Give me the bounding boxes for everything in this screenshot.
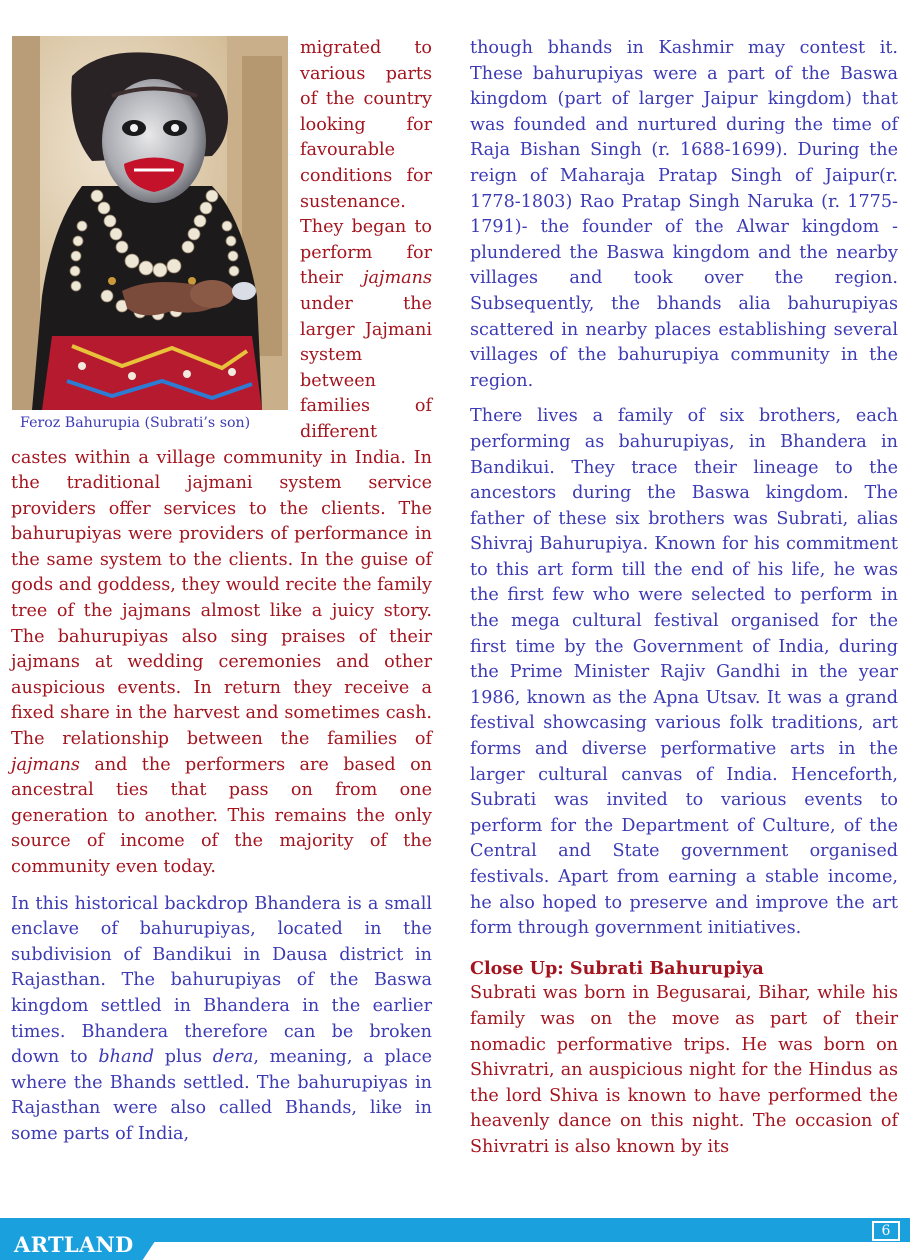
performer-photo-image xyxy=(12,36,288,410)
right-column xyxy=(470,36,898,1161)
brand-name: ARTLAND xyxy=(14,1232,134,1257)
section-heading: Close Up: Subrati Bahurupiya xyxy=(470,957,764,979)
page-number: 6 xyxy=(872,1221,900,1241)
right-paragraph-2: There lives a family of six brothers, each performing as bahurupiyas, in Bhandera in Bandikui. They trace their lineage to the ancestors during the Baswa kingdom. The father of these six brothers was Subrati, alias Shivraj Bahurupiya. Known for his commitment to this art form till the end of his life, he was the first few who were selected to perform in the mega cultural festival organised for the first time by the Government of India, during the Prime Minister Rajiv Gandhi in the year 1986, known as the Apna Utsav. It was a grand festival showcasing various folk traditions, art forms and diverse performative arts in the larger cultural canvas of India. Henceforth, Subrati was invited to various events to perform for the Department of Culture, of the Central and State government organised festivals. Apart from earning a stable income, he also hoped to preserve and improve the art form through government initiatives. xyxy=(470,406,898,939)
right-paragraph-3: Subrati was born in Begusarai, Bihar, while his family was on the move as part of their nomadic performative trips. He was born on Shivratri, an auspicious night for the Hindus as the lord Shiva is known to have performed the heavenly dance on this night. The occasion of Shivratri is also known by its xyxy=(470,983,898,1157)
left-paragraph-1: migrated to various parts of the country looking for favourable conditions for sustenance. They began to perform for their jajmans under the larger Jajmani system between families of different castes within a village community in India. In the traditional jajmani system service providers offer services to the clients. The bahurupiyas were providers of performance in the same system to the clients. In the guise of gods and goddess, they would recite the family tree of the jajmans almost like a juicy story. The bahurupiyas also sing praises of their jajmans at wedding ceremonies and other auspicious events. In return they receive a fixed share in the harvest and sometimes cash. The relationship between the families of jajmans and the performers are based on ancestral ties that pass on from one generation to another. This remains the only source of income of the majority of the community even today. xyxy=(11,38,432,877)
footer-bar xyxy=(0,1218,910,1260)
photo-figure xyxy=(12,36,288,433)
performer-photo xyxy=(12,36,288,410)
left-paragraph-2: In this historical backdrop Bhandera is a small enclave of bahurupiyas, located in the subdivision of Bandikui in Dausa district in Rajasthan. The bahurupiyas of the Baswa kingdom settled in Bhandera in the earlier times. Bhandera therefore can be broken down to bhand plus dera, meaning, a place where the Bhands settled. The bahurupiyas in Rajasthan were also called Bhands, like in some parts of India, xyxy=(11,893,433,1144)
footer-band xyxy=(150,1218,910,1242)
left-column xyxy=(11,36,432,1148)
right-paragraph-1: though bhands in Kashmir may contest it. These bahurupiyas were a part of the Baswa kingdom (part of larger Jaipur kingdom) that was founded and nurtured during the time of Raja Bishan Singh (r. 1688-1699). During the reign of Maharaja Pratap Singh of Jaipur(r. 1778-1803) Rao Pratap Singh Naruka (r. 1775-1791)- the founder of the Alwar kingdom - plundered the Baswa kingdom and the nearby villages and took over the region. Subsequently, the bhands alia bahurupiyas scattered in nearby places establishing several villages of the bahurupiya community in the region. xyxy=(470,38,898,391)
photo-caption: Feroz Bahurupia (Subrati’s son) xyxy=(20,415,251,431)
